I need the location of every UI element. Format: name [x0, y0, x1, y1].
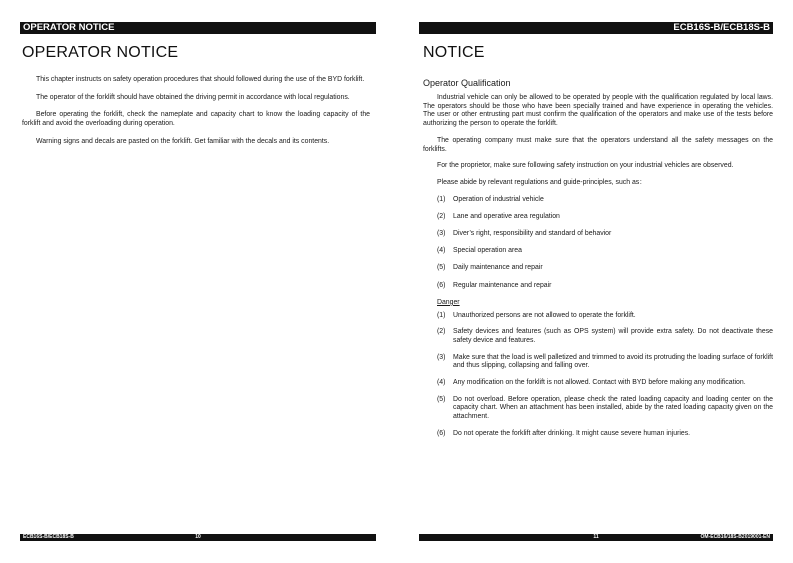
list-item-number: (4) — [437, 247, 446, 255]
right-page-number: 11 — [593, 534, 599, 540]
left-paragraph: Warning signs and decals are pasted on the forklift. Get familiar with the decals and its contents. — [36, 137, 330, 145]
section-subheading: Operator Qualification — [423, 78, 511, 88]
right-paragraph: The operating company must make sure that the operators understand all the safety messages on the forklifts. — [423, 136, 773, 153]
right-page — [419, 0, 773, 563]
list-item — [437, 282, 773, 291]
regulations-list — [437, 196, 773, 291]
left-header-bar: OPERATOR NOTICE — [20, 22, 376, 34]
list-item-text: Do not overload. Before operation, please check the rated loading capacity and loading center on the capacity chart. When an attachment has been installed, abide by the rated loading capacity given on the attachment. — [453, 395, 773, 421]
right-paragraph: Please abide by relevant regulations and guide-principles, such as： — [437, 178, 647, 186]
list-item-number: (2) — [437, 328, 446, 336]
list-item — [437, 328, 773, 345]
list-item-number: (6) — [437, 429, 446, 437]
list-item — [437, 430, 773, 439]
list-item — [437, 247, 773, 256]
list-item-number: (1) — [437, 311, 446, 319]
list-item-text: Diver’s right, responsibility and standard of behavior — [453, 230, 612, 238]
list-item-text: Make sure that the load is well palletized and trimmed to avoid its protruding the loading surface of forklift and thus slipping, collapsing and falling over. — [453, 353, 773, 370]
right-footer-bar — [419, 534, 773, 541]
danger-list — [437, 312, 773, 439]
list-item-text: Lane and operative area regulation — [453, 212, 560, 220]
right-page-title: NOTICE — [423, 44, 485, 61]
list-item-text: Operation of industrial vehicle — [453, 195, 544, 203]
left-paragraph: Before operating the forklift, check the nameplate and capacity chart to know the loading capacity of the forklift and avoid the overloading during operation. — [22, 111, 370, 128]
left-page — [20, 0, 392, 563]
danger-heading: Danger — [437, 298, 460, 306]
list-item-number: (6) — [437, 281, 446, 289]
list-item-text: Safety devices and features (such as OPS system) will provide extra safety. Do not deactivate these safety device and features. — [453, 328, 773, 344]
list-item — [437, 312, 773, 321]
left-body — [22, 76, 370, 156]
list-item — [437, 354, 773, 371]
list-item-text: Unauthorized persons are not allowed to operate the forklift. — [453, 311, 636, 319]
list-item-number: (5) — [437, 395, 446, 403]
left-paragraph: This chapter instructs on safety operation procedures that should followed during the use of the BYD forklift. — [36, 76, 365, 83]
list-item-number: (2) — [437, 212, 446, 220]
list-item-text: Regular maintenance and repair — [453, 281, 552, 289]
left-footer-model: ECB16S-B/ECB18S-B — [23, 534, 74, 540]
list-item — [437, 379, 773, 388]
list-item-number: (5) — [437, 264, 446, 272]
list-item — [437, 213, 773, 222]
list-item-number: (1) — [437, 195, 446, 203]
right-footer-doc-code: OM-ECB16/18S-B2019001-EN — [700, 534, 770, 540]
right-header-bar: ECB16S-B/ECB18S-B — [419, 22, 773, 34]
left-page-title: OPERATOR NOTICE — [22, 44, 179, 61]
list-item-number: (3) — [437, 230, 446, 238]
list-item — [437, 230, 773, 239]
list-item-text: Do not operate the forklift after drinking. It might cause severe human injuries. — [453, 429, 691, 437]
left-page-number: 10 — [195, 534, 201, 540]
list-item-text: Special operation area — [453, 247, 522, 255]
list-item — [437, 196, 773, 205]
left-paragraph: The operator of the forklift should have obtained the driving permit in accordance with local regulations. — [36, 93, 350, 101]
list-item-number: (3) — [437, 353, 446, 361]
list-item — [437, 264, 773, 273]
left-footer-bar — [20, 534, 376, 541]
list-item-number: (4) — [437, 379, 446, 387]
right-body — [423, 94, 773, 447]
right-paragraph: For the proprietor, make sure following safety instruction on your industrial vehicles are observed. — [437, 162, 734, 170]
right-paragraph: Industrial vehicle can only be allowed to be operated by people with the qualification regulated by local laws. The operators should be those who have been specially trained and have experience in operating the vehicles. The user or other entrusting part must confirm the qualification of the operators and make use of the tests before authorizing the person to operate the forklift. — [423, 94, 773, 128]
list-item-text: Daily maintenance and repair — [453, 264, 543, 272]
list-item-text: Any modification on the forklift is not allowed. Contact with BYD before making any modification. — [453, 379, 746, 387]
list-item — [437, 396, 773, 422]
